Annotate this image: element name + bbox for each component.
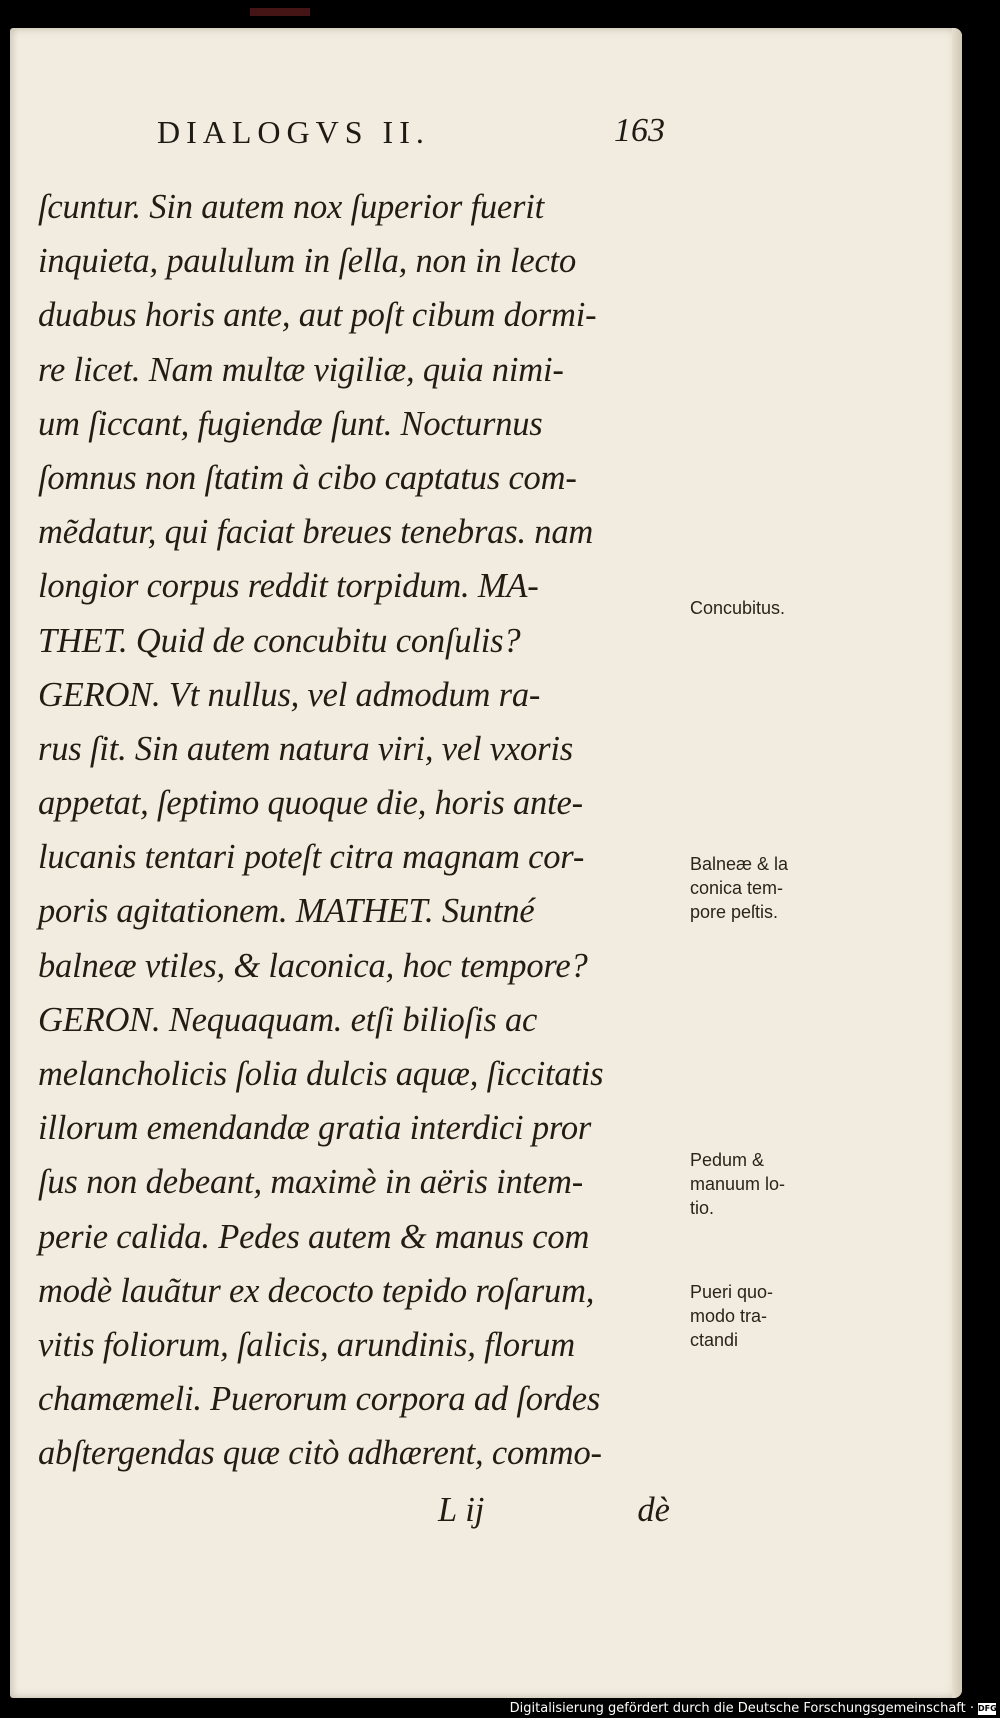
text-line: inquieta, paululum in ſella, non in lecto	[38, 242, 576, 281]
text-line: ſomnus non ſtatim à cibo captatus com-	[38, 458, 577, 497]
text-line: re licet. Nam multæ vigiliæ, quia nimi-	[38, 350, 564, 389]
margin-note: Pedum & manuum lo- tio.	[690, 1150, 786, 1218]
text-line: duabus horis ante, aut poſt cibum dormi-	[38, 296, 597, 335]
text-line: balneæ vtiles, & laconica, hoc tempore?	[38, 946, 588, 985]
text-line: modè lauãtur ex decocto tepido roſarum,	[38, 1271, 595, 1310]
catchword: dè	[637, 1490, 670, 1529]
main-text	[38, 180, 678, 1537]
text-line: chamæmeli. Puerorum corpora ad ſordes	[38, 1380, 601, 1419]
page-header	[145, 108, 665, 158]
text-line: rus ſit. Sin autem natura viri, vel vxoris	[38, 729, 573, 768]
bookmark-ribbon	[250, 8, 310, 16]
text-line: mẽdatur, qui faciat breues tenebras. nam	[38, 513, 594, 552]
signature-mark: L ij	[438, 1490, 485, 1529]
margin-note: Concubitus.	[690, 598, 786, 618]
text-line: abſtergendas quæ citò adhærent, commo-	[38, 1434, 602, 1473]
margin-note: Pueri quo- modo tra- ctandi	[690, 1282, 774, 1350]
digitization-credit: Digitalisierung gefördert durch die Deutsche Forschungsgemeinschaft ·	[509, 1701, 974, 1716]
dfg-logo: DFG	[978, 1704, 997, 1713]
text-line: perie calida. Pedes autem & manus com	[38, 1217, 590, 1256]
text-line: GERON. Nequaquam. etſi bilioſis ac	[38, 1000, 538, 1039]
running-head: DIALOGVS II.	[157, 114, 430, 150]
text-line: illorum emendandæ gratia interdici pror	[38, 1109, 592, 1148]
text-line: GERON. Vt nullus, vel admodum ra-	[38, 675, 541, 714]
text-line: ſus non debeant, maximè in aëris intem-	[38, 1163, 584, 1202]
text-line: vitis foliorum, ſalicis, arundinis, florum	[38, 1325, 575, 1364]
margin-note: Balneæ & la conica tem- pore peſtis.	[690, 854, 789, 922]
text-line: um ſiccant, fugiendæ ſunt. Nocturnus	[38, 404, 543, 443]
page-footer	[38, 1483, 678, 1537]
text-line: poris agitationem. MATHET. Suntné	[38, 892, 535, 931]
credit-bar	[0, 1698, 1000, 1718]
page-edge	[952, 28, 962, 1698]
text-line: longior corpus reddit torpidum. MA-	[38, 567, 539, 606]
text-line: appetat, ſeptimo quoque die, horis ante-	[38, 784, 583, 823]
text-line: ſcuntur. Sin autem nox ſuperior fuerit	[38, 188, 545, 226]
page-number: 163	[614, 112, 665, 149]
text-line: THET. Quid de concubitu conſulis?	[38, 621, 521, 660]
text-line: melancholicis ſolia dulcis aquæ, ſiccitatis	[38, 1055, 604, 1093]
text-line: lucanis tentari poteſt citra magnam cor-	[38, 838, 585, 877]
